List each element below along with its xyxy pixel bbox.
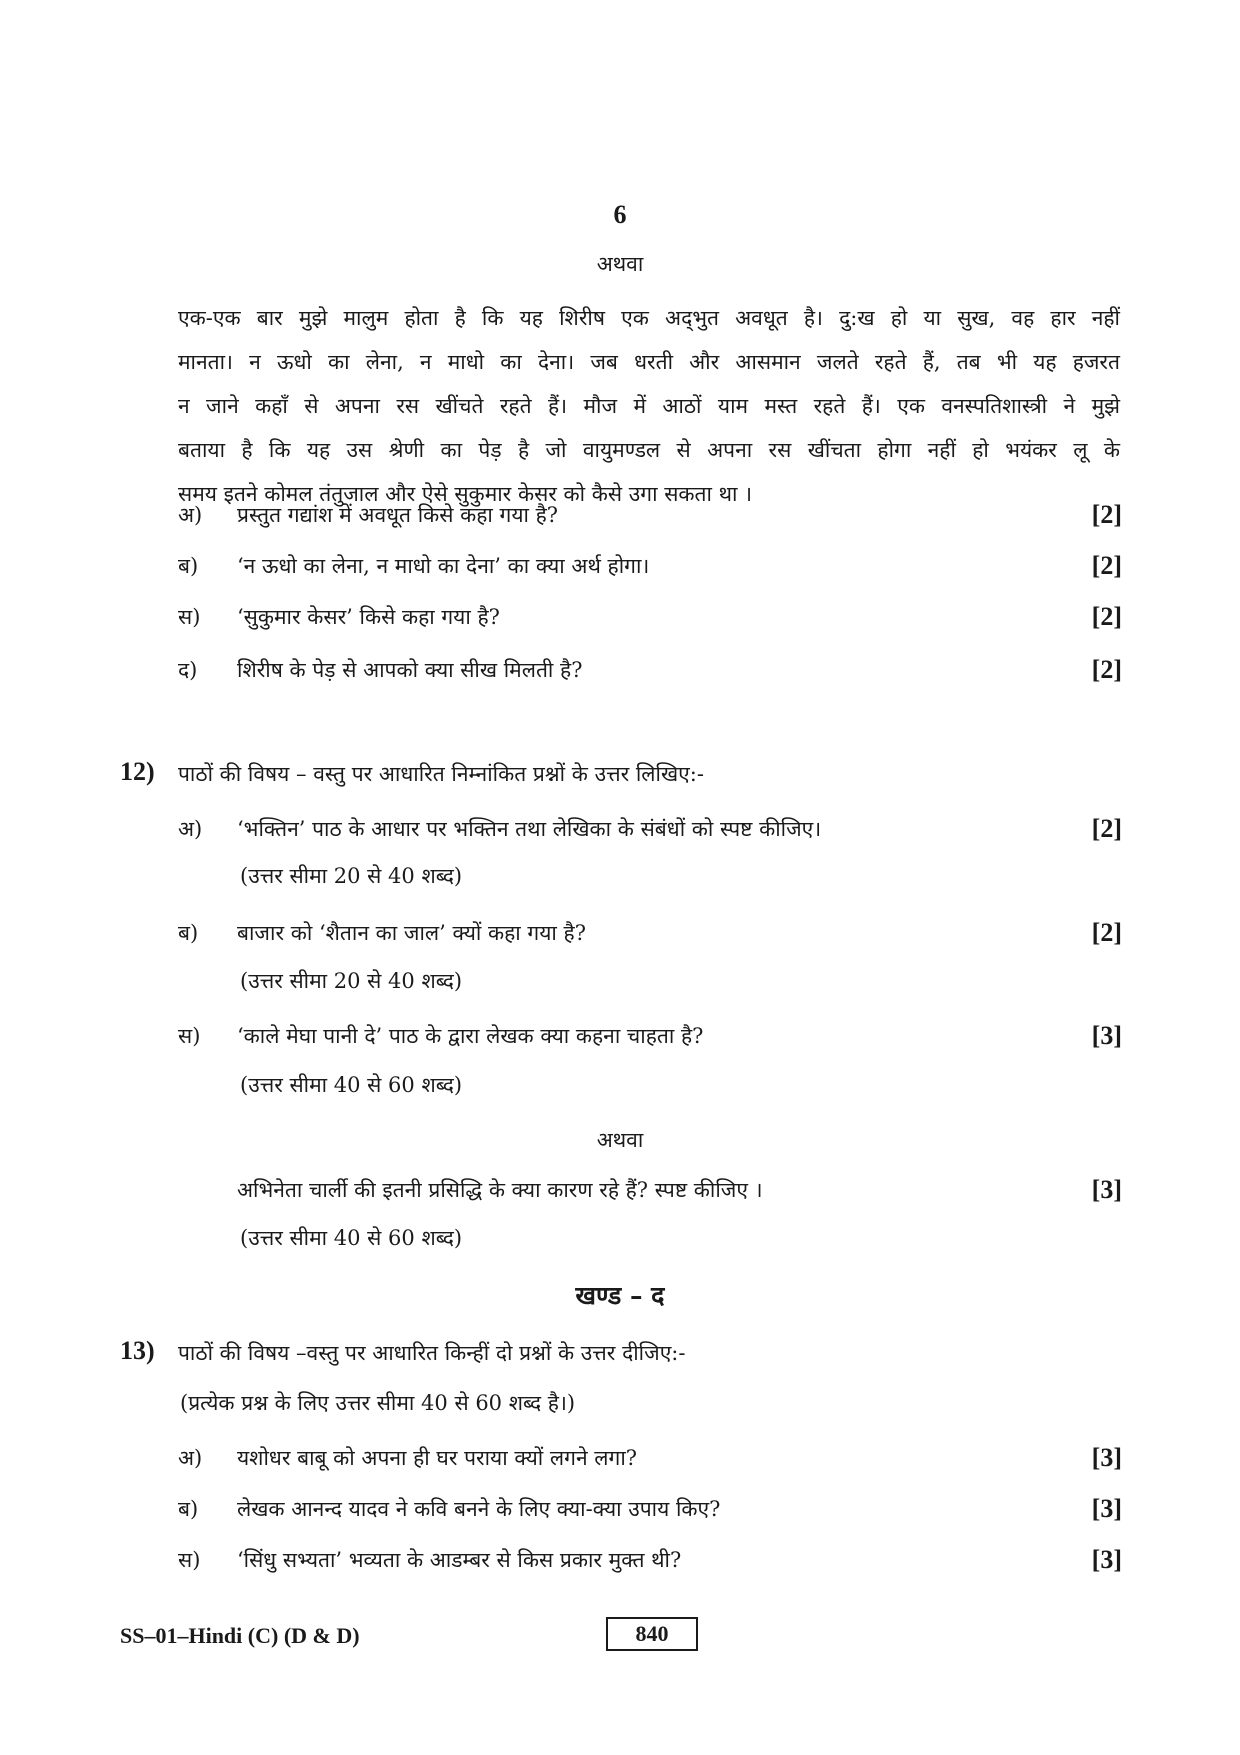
question-text: ‘सिंधु सभ्यता’ भव्यता के आडम्बर से किस प्रकार मुक्त थी? bbox=[237, 1548, 682, 1572]
or-label: अथवा bbox=[596, 1128, 644, 1152]
section-heading: खण्ड – द bbox=[575, 1281, 665, 1310]
question-text: ‘न ऊधो का लेना, न माधो का देना’ का क्या अर्थ होगा। bbox=[237, 554, 650, 578]
question-item bbox=[0, 918, 1240, 948]
question-item bbox=[0, 1545, 1240, 1575]
page-number: 6 bbox=[613, 200, 627, 229]
question-marks: [3] bbox=[1091, 1021, 1122, 1050]
passage-line: बताया है कि यह उस श्रेणी का पेड़ है जो वायुमण्डल से अपना रस खींचता होगा नहीं हो भयंकर लू के bbox=[178, 438, 1120, 462]
question-13 bbox=[0, 1338, 1240, 1368]
passage-question bbox=[0, 602, 1240, 632]
passage-line: समय इतने कोमल तंतुजाल और ऐसे सुकुमार केसर को कैसे उगा सकता था । bbox=[178, 482, 753, 506]
question-12 bbox=[0, 759, 1240, 789]
question-text: ‘सुकुमार केसर’ किसे कहा गया है? bbox=[237, 605, 500, 629]
question-item bbox=[0, 1021, 1240, 1051]
question-text: ‘काले मेघा पानी दे’ पाठ के द्वारा लेखक क्या कहना चाहता है? bbox=[237, 1024, 704, 1048]
passage-question bbox=[0, 655, 1240, 685]
question-item bbox=[0, 1443, 1240, 1473]
passage bbox=[178, 296, 1120, 516]
passage-line: मानता। न ऊधो का लेना, न माधो का देना। जब धरती और आसमान जलते रहते हैं, तब भी यह हजरत bbox=[178, 350, 1120, 374]
question-text: ‘भक्तिन’ पाठ के आधार पर भक्तिन तथा लेखिका के संबंधों को स्पष्ट कीजिए। bbox=[237, 817, 822, 841]
question-marks: [3] bbox=[1091, 1494, 1122, 1523]
question-number: 13) bbox=[120, 1336, 155, 1365]
passage-line: न जाने कहाँ से अपना रस खींचते रहते हैं। मौज में आठों याम मस्त रहते हैं। एक वनस्पतिशास्त्री ने मुझे bbox=[178, 394, 1120, 418]
question-marks: [3] bbox=[1091, 1175, 1122, 1204]
question-marks: [3] bbox=[1091, 1545, 1122, 1574]
question-marks: [2] bbox=[1091, 602, 1122, 631]
question-label: स) bbox=[178, 1024, 201, 1048]
question-text: यशोधर बाबू को अपना ही घर पराया क्यों लगने लगा? bbox=[237, 1446, 638, 1470]
question-item bbox=[0, 1494, 1240, 1524]
passage-line: एक-एक बार मुझे मालुम होता है कि यह शिरीष एक अद्‌भुत अवधूत है। दु:ख हो या सुख, वह हार नहीं bbox=[178, 306, 1120, 330]
question-text: प्रस्तुत गद्यांश में अवधूत किसे कहा गया है? bbox=[237, 503, 559, 527]
question-text: शिरीष के पेड़ से आपको क्या सीख मिलती है? bbox=[237, 658, 583, 682]
question-number: 12) bbox=[120, 757, 155, 786]
word-limit: (उत्तर सीमा 40 से 60 शब्द) bbox=[240, 1073, 463, 1097]
or-label: अथवा bbox=[596, 252, 644, 276]
word-limit: (उत्तर सीमा 20 से 40 शब्द) bbox=[240, 969, 463, 993]
question-text: लेखक आनन्द यादव ने कवि बनने के लिए क्या-क्या उपाय किए? bbox=[237, 1497, 721, 1521]
question-marks: [2] bbox=[1091, 918, 1122, 947]
question-label: ब) bbox=[178, 554, 199, 578]
word-limit: (उत्तर सीमा 20 से 40 शब्द) bbox=[240, 864, 463, 888]
question-label: ब) bbox=[178, 921, 199, 945]
question-marks: [2] bbox=[1091, 814, 1122, 843]
question-item bbox=[0, 814, 1240, 844]
word-limit: (उत्तर सीमा 40 से 60 शब्द) bbox=[240, 1226, 463, 1250]
passage-question bbox=[0, 500, 1240, 530]
word-limit-note: (प्रत्येक प्रश्न के लिए उत्तर सीमा 40 से 60 शब्द है।) bbox=[180, 1391, 576, 1415]
question-text: पाठों की विषय – वस्तु पर आधारित निम्नांकित प्रश्नों के उत्तर लिखिए:- bbox=[178, 762, 704, 786]
question-label: स) bbox=[178, 1548, 201, 1572]
question-label: अ) bbox=[178, 1446, 203, 1470]
question-marks: [2] bbox=[1091, 500, 1122, 529]
question-label: अ) bbox=[178, 503, 203, 527]
question-label: अ) bbox=[178, 817, 203, 841]
question-marks: [3] bbox=[1091, 1443, 1122, 1472]
question-label: द) bbox=[178, 658, 198, 682]
passage-question bbox=[0, 551, 1240, 581]
paper-code: SS–01–Hindi (C) (D & D) bbox=[120, 1623, 360, 1648]
page-code-box: 840 bbox=[606, 1617, 698, 1651]
question-label: ब) bbox=[178, 1497, 199, 1521]
question-text: अभिनेता चार्ली की इतनी प्रसिद्धि के क्या कारण रहे हैं? स्पष्ट कीजिए । bbox=[237, 1178, 763, 1202]
question-marks: [2] bbox=[1091, 655, 1122, 684]
question-item bbox=[0, 1175, 1240, 1205]
question-text: बाजार को ‘शैतान का जाल’ क्यों कहा गया है? bbox=[237, 921, 586, 945]
question-marks: [2] bbox=[1091, 551, 1122, 580]
question-label: स) bbox=[178, 605, 201, 629]
question-text: पाठों की विषय –वस्तु पर आधारित किन्हीं दो प्रश्नों के उत्तर दीजिए:- bbox=[178, 1341, 686, 1365]
